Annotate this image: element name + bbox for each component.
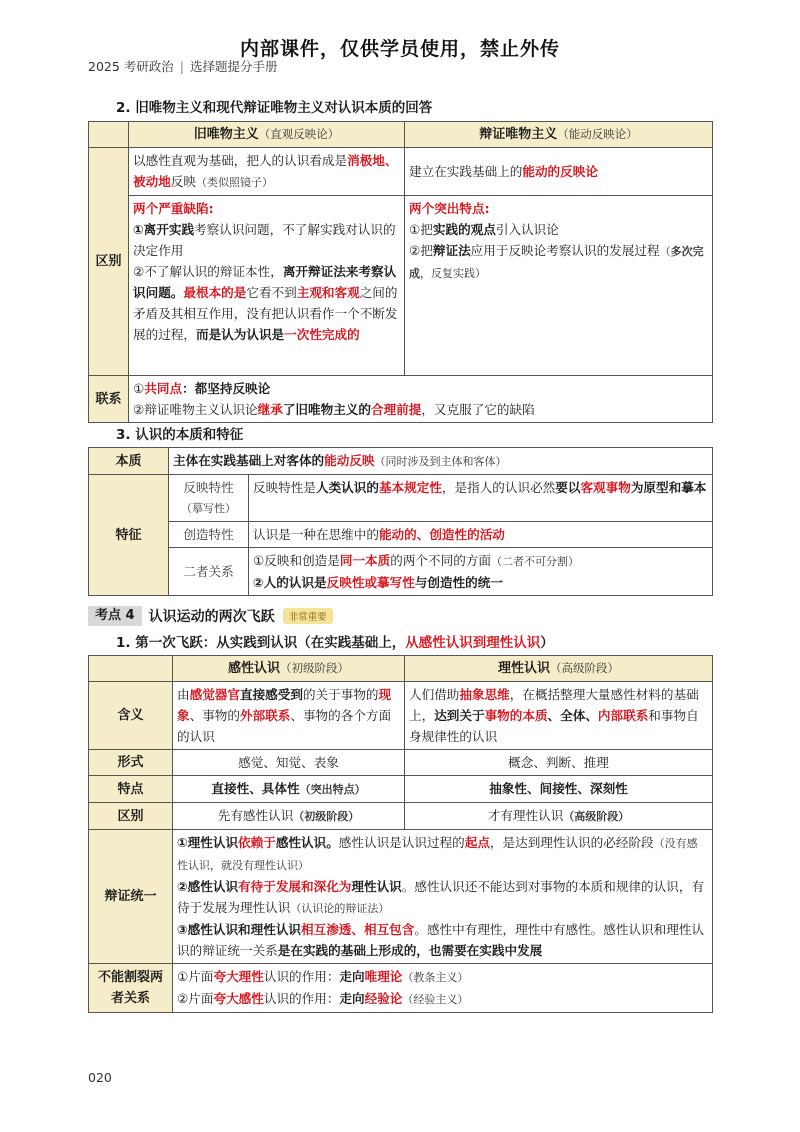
table-row bbox=[89, 750, 713, 776]
table-row bbox=[89, 522, 713, 548]
inseparable-cell: ①片面夸大理性认识的作用：走向唯理论（教条主义） ②片面夸大感性认识的作用：走向经验论（经验主义） bbox=[173, 964, 713, 1013]
row-label-inseparable: 不能割裂两者关系 bbox=[89, 964, 173, 1013]
connection-cell: ①共同点：都坚持反映论 ②辩证唯物主义认识论继承了旧唯物主义的合理前提，又克服了它的缺陷 bbox=[129, 376, 713, 423]
section-2-title: 2. 旧唯物主义和现代辩证唯物主义对认识本质的回答 bbox=[116, 100, 433, 116]
row-label-dialectical-unity: 辩证统一 bbox=[89, 830, 173, 964]
table-row bbox=[89, 475, 713, 522]
header-old-materialism: 旧唯物主义（直观反映论） bbox=[129, 122, 405, 148]
two-leaps-table bbox=[88, 655, 713, 1013]
book-name: 2025 考研政治 bbox=[88, 59, 174, 74]
row-label-trait: 特点 bbox=[89, 776, 173, 803]
kaodian-title: 认识运动的两次飞跃 bbox=[148, 609, 275, 625]
table-row bbox=[89, 964, 713, 1013]
old-basis-cell: 以感性直观为基础，把人的认识看成是消极地、被动地反映（类似照镜子） bbox=[129, 148, 405, 196]
materialism-comparison-table bbox=[88, 121, 713, 423]
row-label-essence: 本质 bbox=[89, 448, 169, 475]
header-empty bbox=[89, 122, 129, 148]
both-cell: ①反映和创造是同一本质的两个不同的方面（二者不可分割） ②人的认识是反映性或摹写性与创造性的统一 bbox=[249, 548, 713, 596]
cognition-essence-table bbox=[88, 447, 713, 596]
row-label-features: 特征 bbox=[89, 475, 169, 596]
rational-diff-cell: 才有理性认识（高级阶段） bbox=[405, 803, 713, 830]
perceptual-meaning-cell: 由感觉器官直接感受到的关于事物的现象、事物的外部联系、事物的各个方面的认识 bbox=[173, 682, 405, 750]
row-label-meaning: 含义 bbox=[89, 682, 173, 750]
table-row bbox=[89, 148, 713, 196]
table-row bbox=[89, 830, 713, 964]
importance-badge: 非常重要 bbox=[283, 608, 333, 624]
book-title: 选择题提分手册 bbox=[190, 59, 278, 74]
dialectical-unity-cell: ①理性认识依赖于感性认识。感性认识是认识过程的起点，是达到理性认识的必经阶段（没有感性认识，就没有理性认识） ②感性认识有待于发展和深化为理性认识。感性认识还不能达到对事物的本质和规律的认识，有待于发展为理性认识（认识论的辩证法） ③感性认识和理性认识相互渗透、相互包含。感性中有理性，理性中有感性。感性认识和理性认识的辩证统一关系是在实践的基础上形成的，也需要在实践中发展 bbox=[173, 830, 713, 964]
kaodian-heading bbox=[88, 606, 333, 626]
both-label: 二者关系 bbox=[169, 548, 249, 596]
table-row bbox=[89, 548, 713, 596]
table-row bbox=[89, 376, 713, 423]
row-label-connection: 联系 bbox=[89, 376, 129, 423]
header-empty bbox=[89, 656, 173, 682]
essence-cell: 主体在实践基础上对客体的能动反映（同时涉及到主体和客体） bbox=[169, 448, 713, 475]
kaodian-label: 考点 4 bbox=[88, 606, 142, 626]
rational-form-cell: 概念、判断、推理 bbox=[405, 750, 713, 776]
rational-meaning-cell: 人们借助抽象思维，在概括整理大量感性材料的基础上，达到关于事物的本质、全体、内部联系和事物自身规律性的认识 bbox=[405, 682, 713, 750]
row-label-difference: 区别 bbox=[89, 148, 129, 376]
page-number: 020 bbox=[88, 1070, 112, 1085]
perceptual-diff-cell: 先有感性认识（初级阶段） bbox=[173, 803, 405, 830]
table-row bbox=[89, 803, 713, 830]
running-header bbox=[88, 57, 278, 75]
table-row bbox=[89, 682, 713, 750]
header-dialectical-materialism: 辩证唯物主义（能动反映论） bbox=[405, 122, 713, 148]
perceptual-trait-cell: 直接性、具体性（突出特点） bbox=[173, 776, 405, 803]
perceptual-form-cell: 感觉、知觉、表象 bbox=[173, 750, 405, 776]
header-separator: | bbox=[179, 59, 185, 74]
watermark: 内部课件，仅供学员使用，禁止外传 bbox=[239, 38, 560, 60]
row-label-difference: 区别 bbox=[89, 803, 173, 830]
table-row bbox=[89, 196, 713, 376]
new-features-cell: 两个突出特点: ①把实践的观点引入认识论 ②把辩证法应用于反映论考察认识的发展过程（多次完成，反复实践） bbox=[405, 196, 713, 376]
old-flaws-cell: 两个严重缺陷: ①离开实践考察认识问题，不了解实践对认识的决定作用 ②不了解认识的辩证本性，离开辩证法来考察认识问题。最根本的是它看不到主观和客观之间的矛盾及其相互作用，没有把认识看作一个不断发展的过程，而是认为认识是一次性完成的 bbox=[129, 196, 405, 376]
rational-trait-cell: 抽象性、间接性、深刻性 bbox=[405, 776, 713, 803]
row-label-form: 形式 bbox=[89, 750, 173, 776]
section-4-title: 1. 第一次飞跃：从实践到认识（在实践基础上，从感性认识到理性认识） bbox=[116, 635, 554, 651]
table-row bbox=[89, 776, 713, 803]
header-perceptual: 感性认识（初级阶段） bbox=[173, 656, 405, 682]
create-label: 创造特性 bbox=[169, 522, 249, 548]
reflect-cell: 反映特性是人类认识的基本规定性，是指人的认识必然要以客观事物为原型和摹本 bbox=[249, 475, 713, 522]
table-row bbox=[89, 448, 713, 475]
header-rational: 理性认识（高级阶段） bbox=[405, 656, 713, 682]
table-header-row bbox=[89, 656, 713, 682]
section-3-title: 3. 认识的本质和特征 bbox=[116, 427, 244, 443]
create-cell: 认识是一种在思维中的能动的、创造性的活动 bbox=[249, 522, 713, 548]
table-header-row bbox=[89, 122, 713, 148]
reflect-label: 反映特性 （摹写性） bbox=[169, 475, 249, 522]
new-basis-cell: 建立在实践基础上的能动的反映论 bbox=[405, 148, 713, 196]
